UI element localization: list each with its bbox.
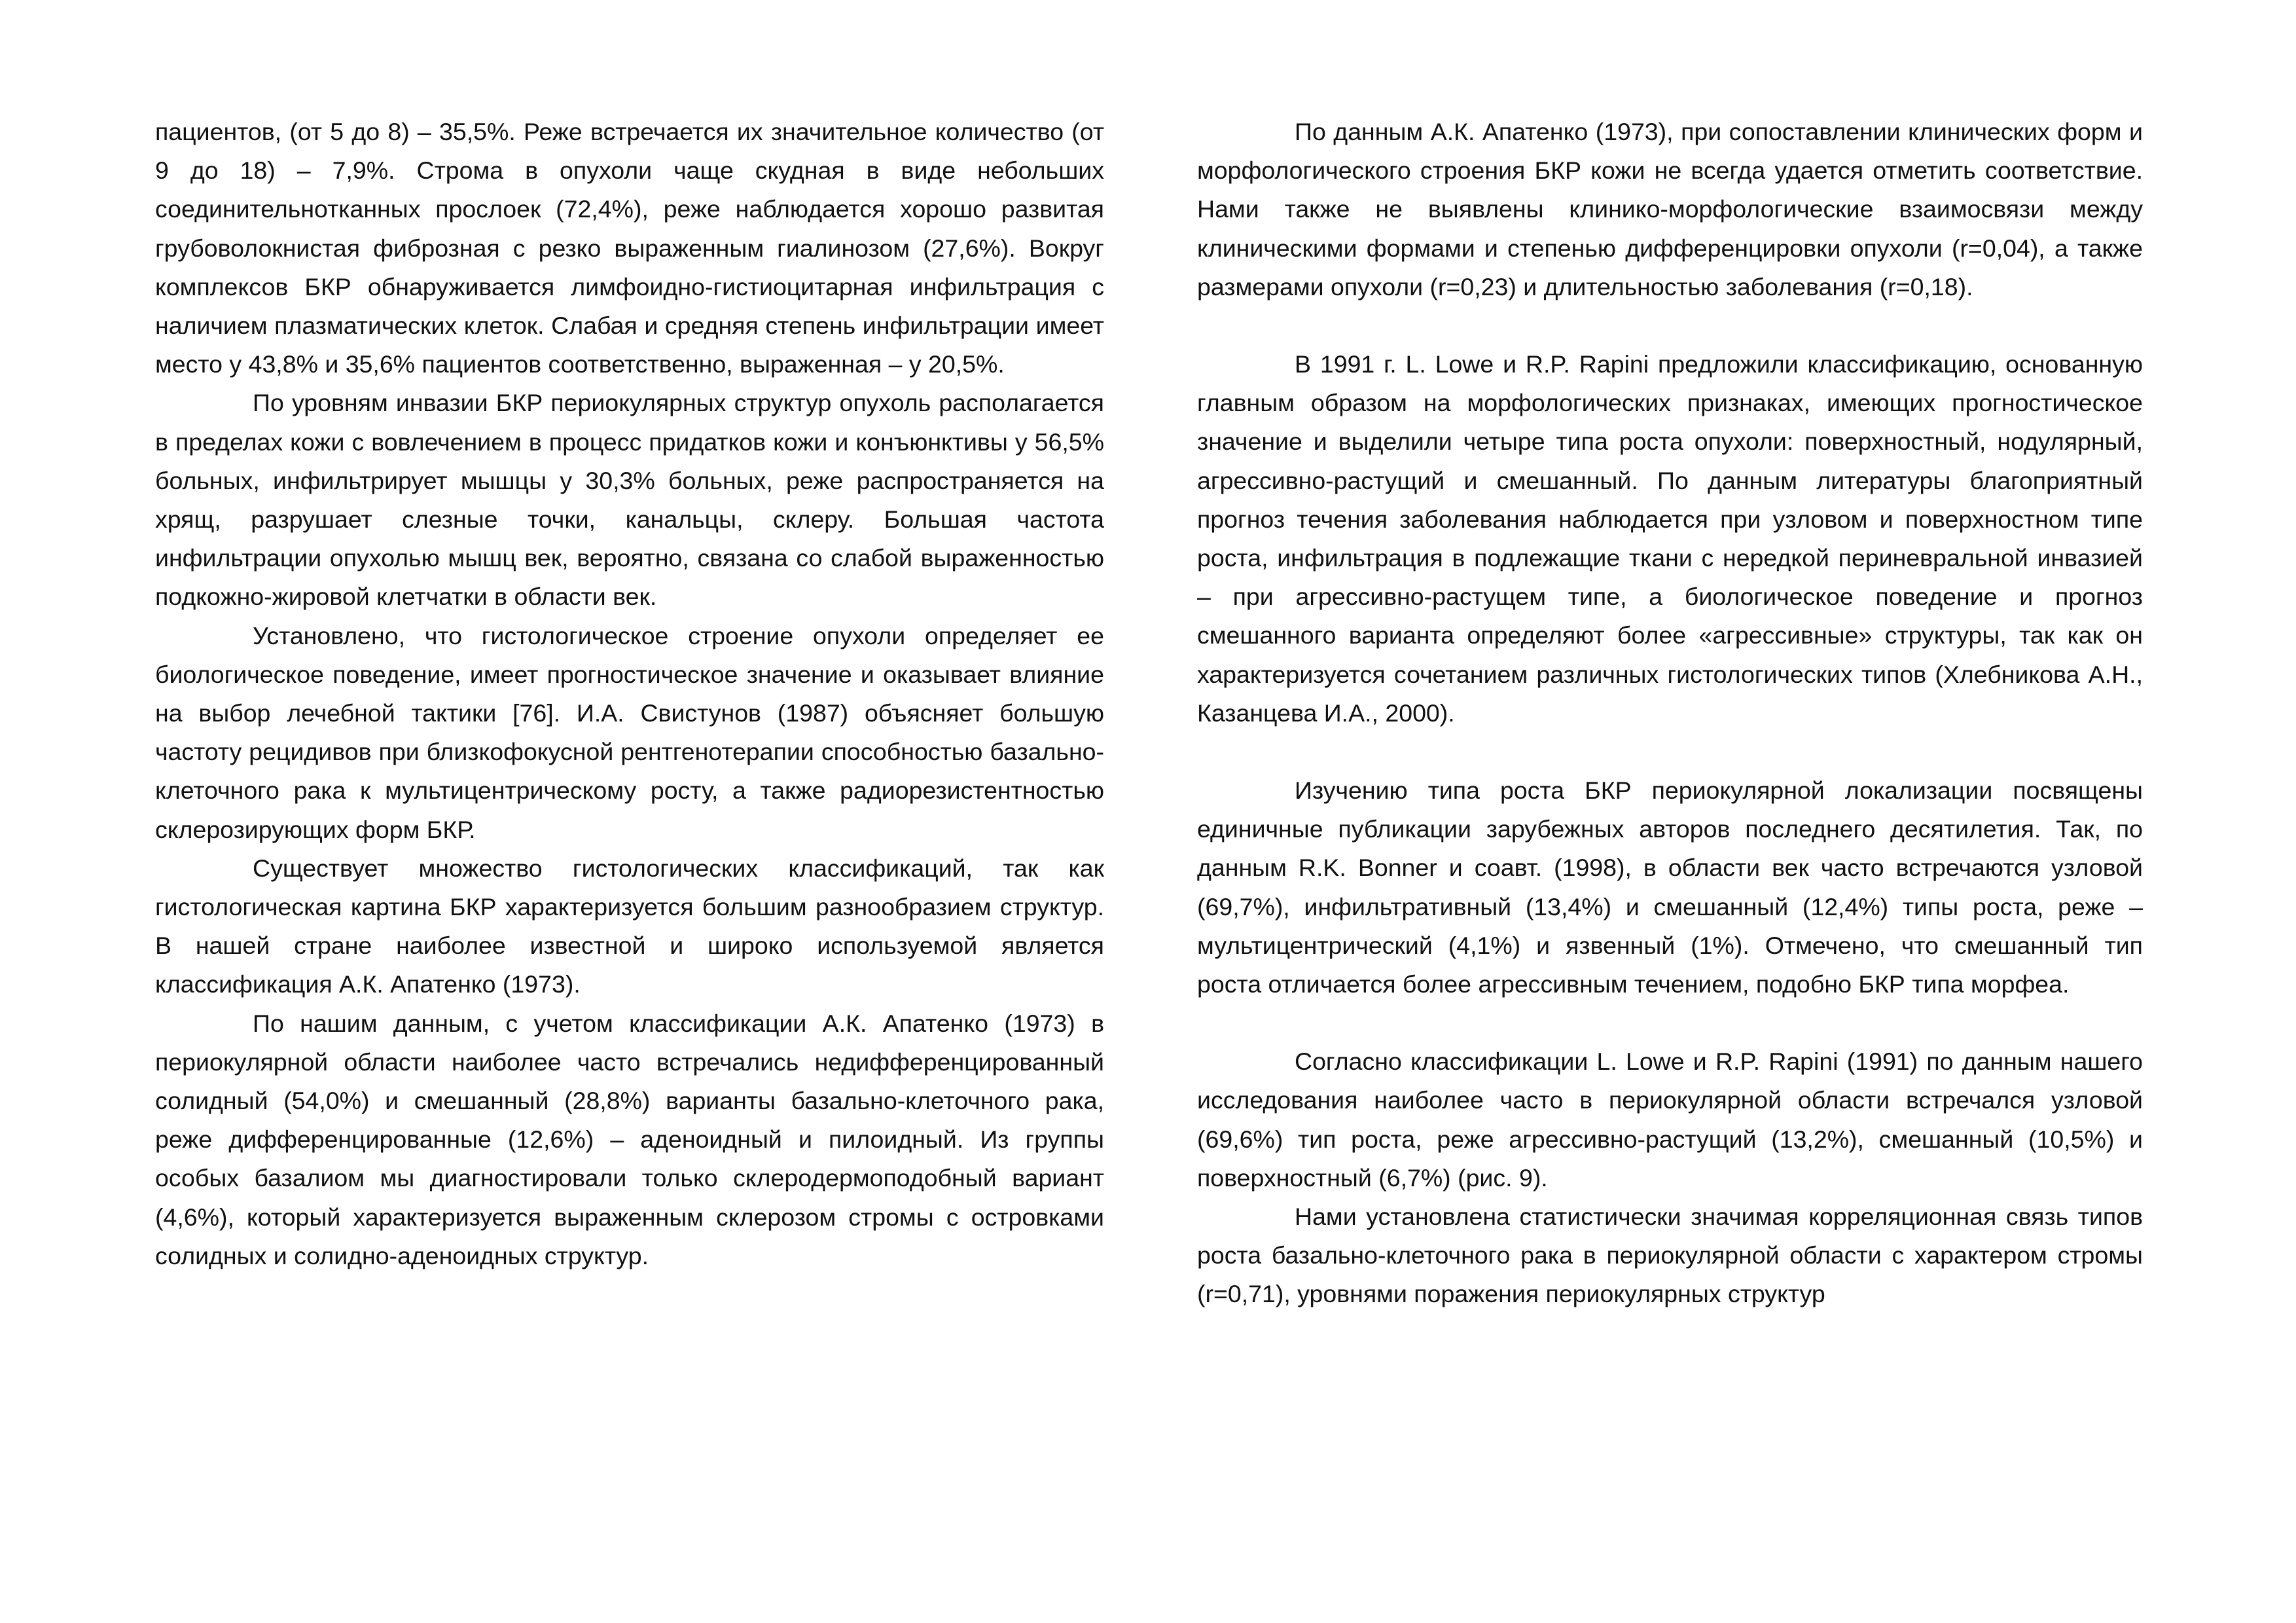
left-paragraph-5: По нашим данным, с учетом классификации А.К. Апатенко (1973) в периокулярной области наиболее часто встречались недифференцированный солидный (54,0%) и смешанный (28,8%) варианты базально-клеточного рака, реже дифференцированные (12,6%) – аденоидный и пилоидный. Из группы особых базалиом мы диагностировали только склеродермоподобный вариант (4,6%), который характеризуется выраженным склерозом стромы с островками солидных и солидно-аденоидных структур. bbox=[155, 1009, 1104, 1269]
right-paragraph-2: В 1991 г. L. Lowe и R.P. Rapini предложили классификацию, основанную главным образом на морфологических признаках, имеющих прогностическое значение и выделили четыре типа роста опухоли: поверхностный, нодулярный, агрессивно-растущий и смешанный. По данным литературы благоприятный прогноз течения заболевания наблюдается при узловом и поверхностном типе роста, инфильтрация в подлежащие ткани с нередкой периневральной инвазией – при агрессивно-растущем типе, а биологическое поведение и прогноз смешанного варианта определяют более «агрессивные» структуры, так как он характеризуется сочетанием различных гистологических типов (Хлебникова А.Н., Казанцева И.А., 2000). bbox=[1197, 350, 2143, 727]
left-page-column bbox=[155, 113, 1104, 1275]
left-paragraph-1: пациентов, (от 5 до 8) – 35,5%. Реже встречается их значительное количество (от 9 до 18) – 7,9%. Строма в опухоли чаще скудная в виде небольших соединительнотканных прослоек (72,4%), реже наблюдается хорошо развитая грубоволокнистая фиброзная с резко выраженным гиалинозом (27,6%). Вокруг комплексов БКР обнаруживается лимфоидно-гистиоцитарная инфильтрация с наличием плазматических клеток. Слабая и средняя степень инфильтрации имеет место у 43,8% и 35,6% пациентов соответственно, выраженная – у 20,5%. bbox=[155, 118, 1104, 378]
right-page-column bbox=[1197, 113, 2143, 1314]
paragraph-spacer bbox=[1197, 1004, 2143, 1042]
paragraph-spacer bbox=[1197, 733, 2143, 771]
left-paragraph-2: По уровням инвазии БКР периокулярных структур опухоль располагается в пределах кожи с вовлечением в процесс придатков кожи и конъюнктивы у 56,5% больных, инфильтрирует мышцы у 30,3% больных, реже распространяется на хрящ, разрушает слезные точки, канальцы, склеру. Большая частота инфильтрации опухолью мышц век, вероятно, связана со слабой выраженностью подкожно-жировой клетчатки в области век. bbox=[155, 389, 1104, 611]
right-paragraph-1: По данным А.К. Апатенко (1973), при сопоставлении клинических форм и морфологического строения БКР кожи не всегда удается отметить соответствие. Нами также не выявлены клинико-морфологические взаимосвязи между клиническими формами и степенью дифференцировки опухоли (r=0,04), а также размерами опухоли (r=0,23) и длительностью заболевания (r=0,18). bbox=[1197, 118, 2143, 301]
paragraph-spacer bbox=[1197, 306, 2143, 345]
right-paragraph-5: Нами установлена статистически значимая корреляционная связь типов роста базально-клеточного рака в периокулярной области с характером стромы (r=0,71), уровнями поражения периокулярных структур bbox=[1197, 1203, 2143, 1308]
left-paragraph-4: Существует множество гистологических классификаций, так как гистологическая картина БКР характеризуется большим разнообразием структур. В нашей стране наиболее известной и широко используемой является классификация А.К. Апатенко (1973). bbox=[155, 854, 1104, 998]
left-paragraph-3: Установлено, что гистологическое строение опухоли определяет ее биологическое поведение, имеет прогностическое значение и оказывает влияние на выбор лечебной тактики [76]. И.А. Свистунов (1987) объясняет большую частоту рецидивов при близкофокусной рентгенотерапии способностью базально-клеточного рака к мультицентрическому росту, а также радиорезистентностью склерозирующих форм БКР. bbox=[155, 621, 1104, 843]
right-paragraph-3: Изучению типа роста БКР периокулярной локализации посвящены единичные публикации зарубежных авторов последнего десятилетия. Так, по данным R.K. Bonner и соавт. (1998), в области век часто встречаются узловой (69,7%), инфильтративный (13,4%) и смешанный (12,4%) типы роста, реже – мультицентрический (4,1%) и язвенный (1%). Отмечено, что смешанный тип роста отличается более агрессивным течением, подобно БКР типа морфеа. bbox=[1197, 776, 2143, 998]
right-paragraph-4: Согласно классификации L. Lowe и R.P. Rapini (1991) по данным нашего исследования наиболее часто в периокулярной области встречался узловой (69,6%) тип роста, реже агрессивно-растущий (13,2%), смешанный (10,5%) и поверхностный (6,7%) (рис. 9). bbox=[1197, 1048, 2143, 1192]
